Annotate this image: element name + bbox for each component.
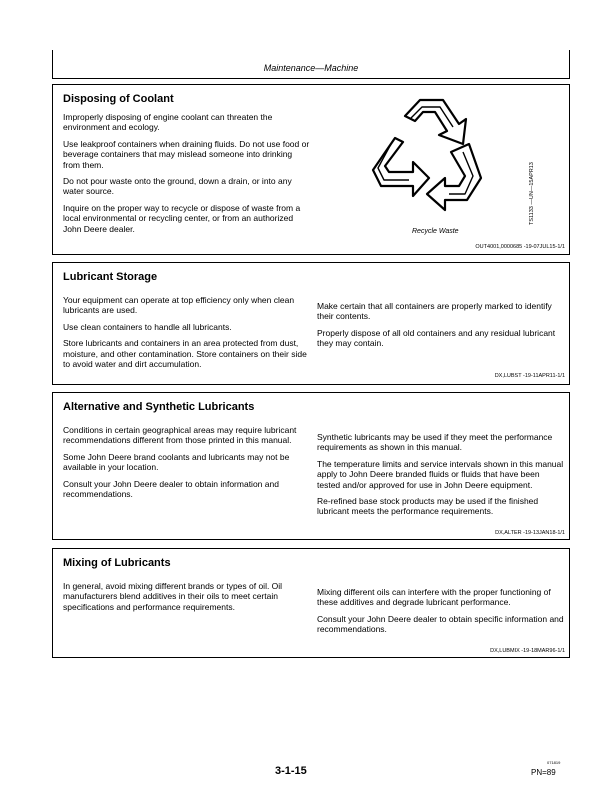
section-title: Mixing of Lubricants xyxy=(63,557,171,569)
section-mixing-lubricants xyxy=(52,548,570,658)
paragraph: Re-refined base stock products may be used if the finished lubricant meets the performance requirements. xyxy=(317,496,539,517)
section-disposing-coolant xyxy=(52,84,570,255)
mixing-right-column xyxy=(317,587,565,641)
section-reference: DX,ALTER -19-13JAN18-1/1 xyxy=(495,530,565,536)
section-lubricant-storage xyxy=(52,262,570,385)
paragraph: Conditions in certain geographical areas may require lubricant recommendations different from those printed in this manual. xyxy=(63,425,297,446)
image-caption: Recycle Waste xyxy=(412,228,459,235)
section-title: Lubricant Storage xyxy=(63,271,158,283)
paragraph: Improperly disposing of engine coolant can threaten the environment and ecology. xyxy=(63,112,273,133)
paragraph: Your equipment can operate at top efficiency only when clean lubricants are used. xyxy=(63,295,295,316)
paragraph: Use clean containers to handle all lubricants. xyxy=(63,321,232,332)
storage-right-column xyxy=(317,301,565,355)
coolant-text xyxy=(63,112,311,240)
header-rule xyxy=(52,78,570,79)
paragraph: Store lubricants and containers in an area protected from dust, moisture, and other contamination. Store containers on their side to avoid water and dirt accumulation. xyxy=(63,338,307,370)
paragraph: The temperature limits and service intervals shown in this manual apply to John Deere branded fluids or fluids that have been tested and/or approved for use in John Deere equipment. xyxy=(317,458,564,490)
section-reference: DX,LUBST -19-11APR11-1/1 xyxy=(494,373,565,379)
alternative-left-column xyxy=(63,425,311,505)
recycle-icon xyxy=(365,88,495,218)
paragraph: Synthetic lubricants may be used if they meet the performance requirements as shown in this manual. xyxy=(317,432,553,453)
print-code: 071819 xyxy=(547,760,561,765)
section-reference: DX,LUBMIX -19-18MAR96-1/1 xyxy=(490,648,565,654)
paragraph: Inquire on the proper way to recycle or dispose of waste from a local environmental or recycling center, or from an authorized John Deere dealer. xyxy=(63,202,301,234)
section-title: Disposing of Coolant xyxy=(63,93,174,105)
paragraph: In general, avoid mixing different brands or types of oil. Oil manufacturers blend additives in their oils to meet certain specifications and performance requirements. xyxy=(63,581,283,612)
paragraph: Use leakproof containers when draining fluids. Do not use food or beverage containers that may mislead someone into drinking from them. xyxy=(63,138,310,170)
section-title: Alternative and Synthetic Lubricants xyxy=(63,401,255,413)
storage-left-column xyxy=(63,295,311,375)
alternative-right-column xyxy=(317,432,565,523)
pn-number: PN=89 xyxy=(531,768,556,777)
paragraph: Make certain that all containers are properly marked to identify their contents. xyxy=(317,301,552,322)
section-reference: OUT4001,0000685 -19-07JUL15-1/1 xyxy=(475,244,565,250)
paragraph: Do not pour waste onto the ground, down a drain, or into any water source. xyxy=(63,176,292,197)
page-number: 3-1-15 xyxy=(275,765,307,777)
paragraph: Consult your John Deere dealer to obtain specific information and recommendations. xyxy=(317,613,564,635)
image-reference: TS1133 —UN—15APR13 xyxy=(529,162,535,225)
section-alternative-lubricants xyxy=(52,392,570,540)
mixing-left-column xyxy=(63,581,311,618)
paragraph: Mixing different oils can interfere with the proper functioning of these additives and degrade lubricant performance. xyxy=(317,587,551,608)
paragraph: Properly dispose of all old containers and any residual lubricant they may contain. xyxy=(317,327,556,349)
paragraph: Some John Deere brand coolants and lubricants may not be available in your location. xyxy=(63,451,290,473)
paragraph: Consult your John Deere dealer to obtain information and recommendations. xyxy=(63,478,279,500)
running-header: Maintenance—Machine xyxy=(263,63,359,73)
